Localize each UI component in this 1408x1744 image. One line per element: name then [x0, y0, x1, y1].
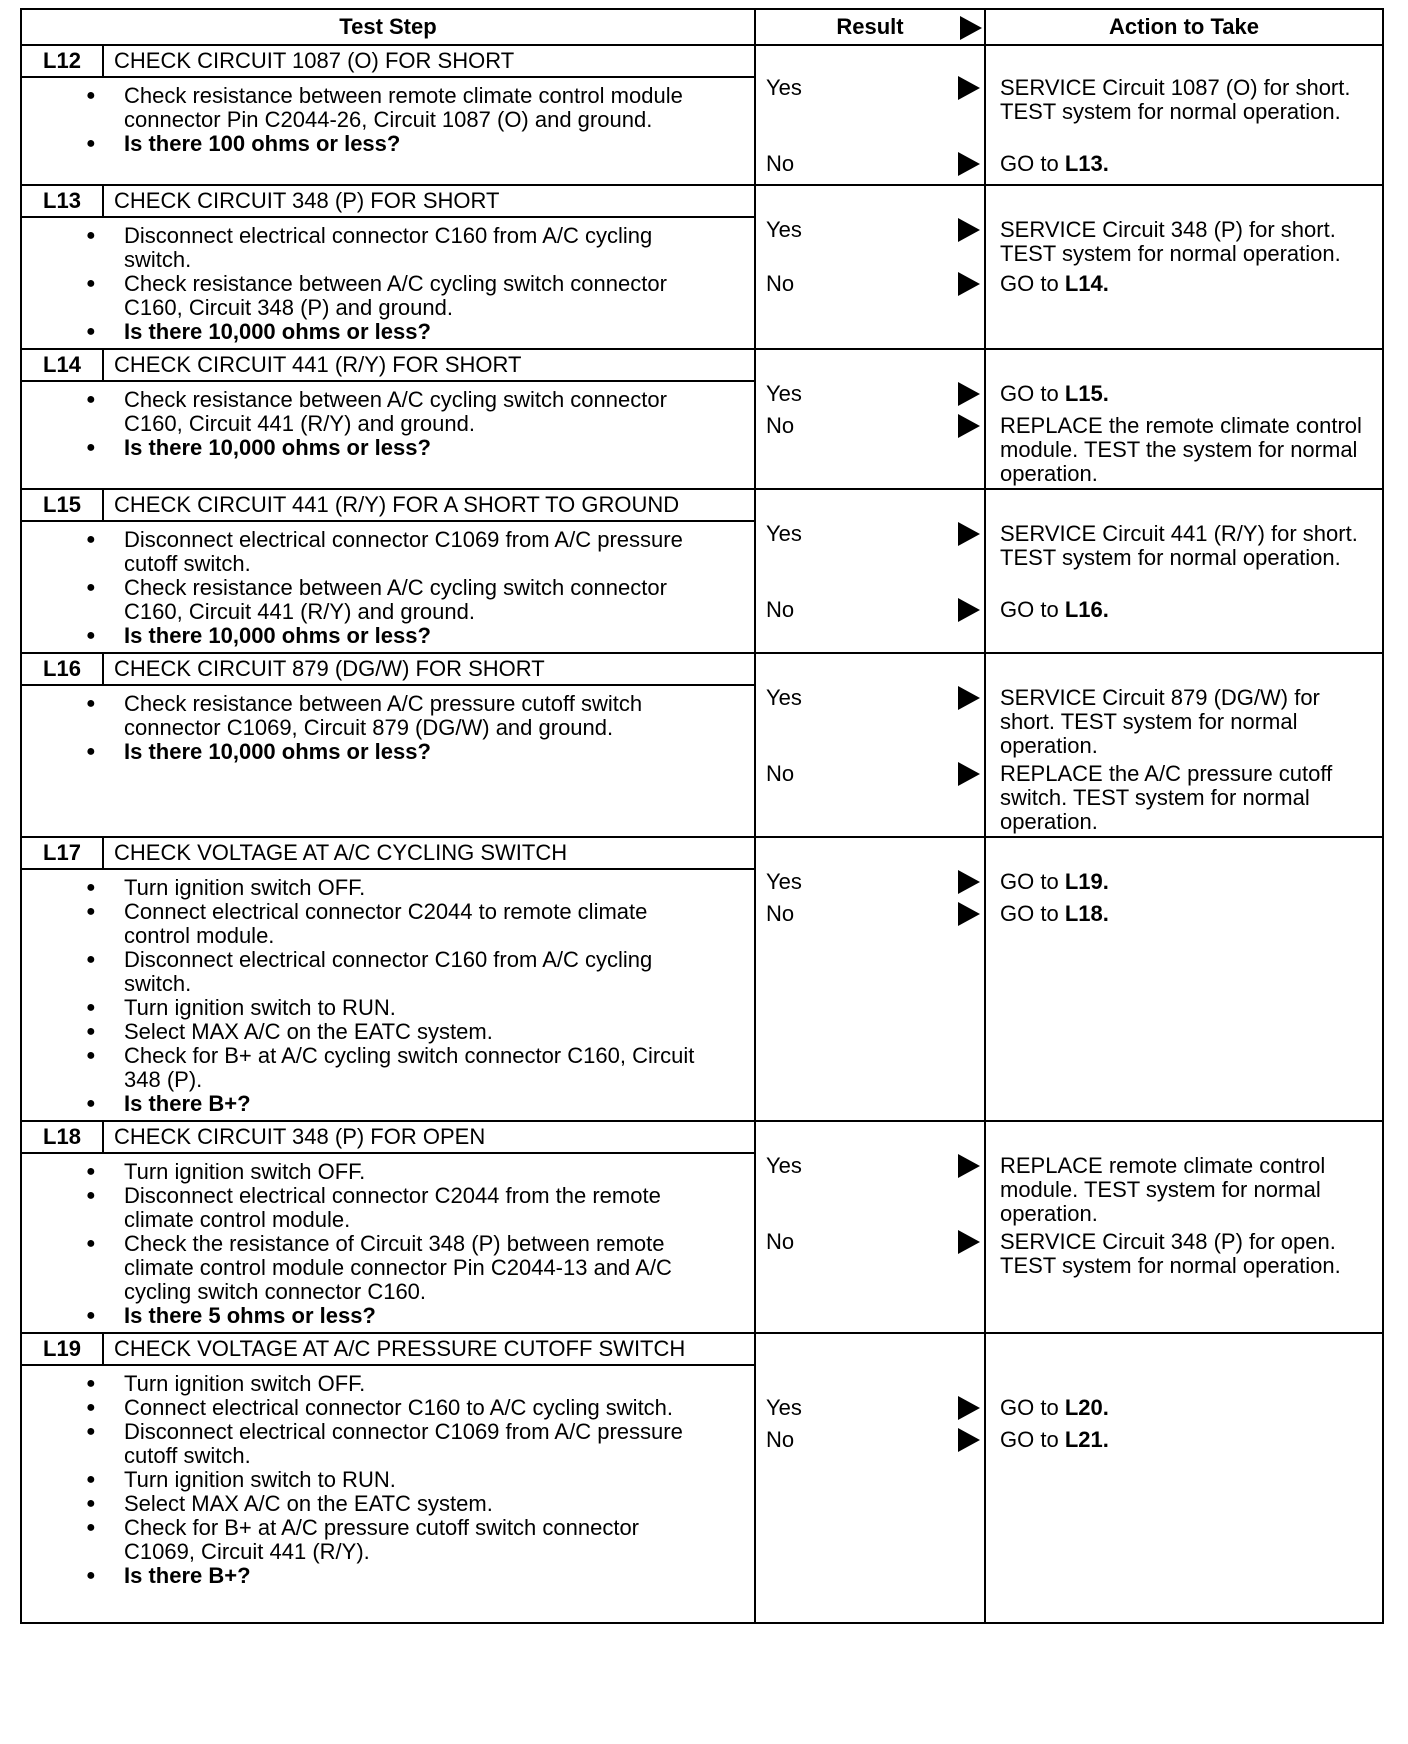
action-goto-ref: L15.: [1064, 381, 1109, 406]
step-title: CHECK CIRCUIT 1087 (O) FOR SHORT: [114, 48, 515, 73]
step-header: [22, 1334, 754, 1366]
step-header: [22, 350, 754, 382]
action-goto-ref: L21.: [1064, 1427, 1109, 1452]
arrow-right-icon: [958, 414, 980, 438]
instruction-item: ● Select MAX A/C on the EATC system.: [124, 1492, 714, 1516]
step-title: CHECK CIRCUIT 879 (DG/W) FOR SHORT: [114, 656, 545, 681]
instruction-item: ● Check resistance between A/C cycling switch connector C160, Circuit 348 (P) and ground.: [124, 272, 714, 320]
action-cell: [985, 349, 1383, 489]
result-no: [766, 598, 980, 622]
arrow-right-icon: [958, 76, 980, 100]
action-text: [1000, 598, 1376, 622]
action-cell: [985, 45, 1383, 185]
result-label: No: [766, 271, 795, 296]
result-yes: [766, 382, 980, 406]
instruction-item: ● Turn ignition switch OFF.: [124, 1160, 714, 1184]
action-text: SERVICE Circuit 1087 (O) for short. TEST system for normal operation.: [1000, 75, 1351, 124]
header-result: [755, 9, 985, 45]
result-no: [766, 1428, 980, 1452]
step-id: L17: [22, 838, 104, 868]
step-title: CHECK CIRCUIT 441 (R/Y) FOR A SHORT TO GROUND: [114, 492, 680, 517]
result-cell: [755, 1121, 985, 1333]
step-instructions: [22, 382, 754, 464]
result-label: No: [766, 151, 795, 176]
action-text: [1000, 902, 1376, 926]
result-yes: [766, 870, 980, 894]
result-label: Yes: [766, 521, 802, 546]
test-step-cell: [21, 45, 755, 185]
test-step-cell: [21, 837, 755, 1121]
step-title: CHECK VOLTAGE AT A/C PRESSURE CUTOFF SWITCH: [114, 1336, 686, 1361]
result-yes: [766, 1154, 980, 1178]
test-step-cell: [21, 185, 755, 349]
result-cell: [755, 489, 985, 653]
arrow-right-icon: [960, 16, 982, 40]
action-text: SERVICE Circuit 879 (DG/W) for short. TEST system for normal operation.: [1000, 685, 1320, 758]
test-step-cell: [21, 349, 755, 489]
step-instructions: [22, 1154, 754, 1332]
step-question: ● Is there B+?: [124, 1092, 714, 1116]
arrow-right-icon: [958, 382, 980, 406]
result-label: Yes: [766, 381, 802, 406]
arrow-right-icon: [958, 1396, 980, 1420]
action-text: [1000, 152, 1376, 176]
step-question: ● Is there 10,000 ohms or less?: [124, 320, 714, 344]
instruction-item: ● Select MAX A/C on the EATC system.: [124, 1020, 714, 1044]
arrow-right-icon: [958, 218, 980, 242]
arrow-right-icon: [958, 1428, 980, 1452]
instruction-item: ● Check resistance between A/C pressure cutoff switch connector C1069, Circuit 879 (DG/W) and ground.: [124, 692, 714, 740]
result-label: Yes: [766, 869, 802, 894]
action-text: REPLACE remote climate control module. TEST system for normal operation.: [1000, 1153, 1326, 1226]
step-row-l19: [21, 1333, 1383, 1623]
action-goto-ref: L18.: [1064, 901, 1109, 926]
step-title: CHECK CIRCUIT 348 (P) FOR SHORT: [114, 188, 500, 213]
step-id: L12: [22, 46, 104, 76]
action-cell: [985, 1333, 1383, 1623]
action-goto-label: GO to: [1000, 271, 1059, 296]
instruction-item: ● Disconnect electrical connector C2044 from the remote climate control module.: [124, 1184, 714, 1232]
action-text: [1000, 272, 1376, 296]
result-label: No: [766, 1427, 795, 1452]
result-label: Yes: [766, 217, 802, 242]
step-title: CHECK CIRCUIT 348 (P) FOR OPEN: [114, 1124, 486, 1149]
header-test-step: Test Step: [21, 9, 755, 45]
result-no: [766, 762, 980, 786]
step-question: ● Is there 10,000 ohms or less?: [124, 436, 714, 460]
result-no: [766, 152, 980, 176]
arrow-right-icon: [958, 522, 980, 546]
step-row-l17: [21, 837, 1383, 1121]
result-cell: [755, 837, 985, 1121]
result-label: Yes: [766, 685, 802, 710]
step-header: [22, 46, 754, 78]
test-step-cell: [21, 653, 755, 837]
step-question: ● Is there 100 ohms or less?: [124, 132, 714, 156]
action-cell: [985, 653, 1383, 837]
action-text: [1000, 1396, 1376, 1420]
step-header: [22, 1122, 754, 1154]
result-yes: [766, 218, 980, 242]
instruction-item: ● Disconnect electrical connector C1069 from A/C pressure cutoff switch.: [124, 1420, 714, 1468]
step-row-l14: [21, 349, 1383, 489]
step-id: L16: [22, 654, 104, 684]
step-row-l15: [21, 489, 1383, 653]
result-label: No: [766, 597, 795, 622]
action-text: SERVICE Circuit 348 (P) for open. TEST system for normal operation.: [1000, 1229, 1341, 1278]
step-title: CHECK CIRCUIT 441 (R/Y) FOR SHORT: [114, 352, 522, 377]
result-cell: [755, 1333, 985, 1623]
arrow-right-icon: [958, 762, 980, 786]
diagnostic-table: [20, 8, 1384, 1624]
arrow-right-icon: [958, 598, 980, 622]
arrow-right-icon: [958, 870, 980, 894]
instruction-item: ● Connect electrical connector C160 to A/C cycling switch.: [124, 1396, 714, 1420]
step-id: L19: [22, 1334, 104, 1364]
result-label: No: [766, 761, 795, 786]
action-text: [1000, 870, 1376, 894]
action-goto-ref: L13.: [1064, 151, 1109, 176]
action-text: [1000, 1428, 1376, 1452]
step-question: ● Is there 5 ohms or less?: [124, 1304, 714, 1328]
action-goto-ref: L14.: [1064, 271, 1109, 296]
result-yes: [766, 1396, 980, 1420]
arrow-right-icon: [958, 686, 980, 710]
instruction-item: ● Check for B+ at A/C pressure cutoff switch connector C1069, Circuit 441 (R/Y).: [124, 1516, 714, 1564]
step-row-l13: [21, 185, 1383, 349]
instruction-item: ● Disconnect electrical connector C160 from A/C cycling switch.: [124, 224, 714, 272]
result-label: Yes: [766, 1395, 802, 1420]
result-cell: [755, 45, 985, 185]
arrow-right-icon: [958, 1154, 980, 1178]
instruction-item: ● Disconnect electrical connector C1069 from A/C pressure cutoff switch.: [124, 528, 714, 576]
instruction-item: ● Turn ignition switch OFF.: [124, 876, 714, 900]
action-goto-label: GO to: [1000, 597, 1059, 622]
result-no: [766, 272, 980, 296]
instruction-item: ● Check resistance between A/C cycling switch connector C160, Circuit 441 (R/Y) and ground.: [124, 576, 714, 624]
step-instructions: [22, 1366, 754, 1592]
header-result-label: Result: [836, 14, 904, 39]
result-cell: [755, 185, 985, 349]
table-body: [21, 45, 1383, 1623]
step-instructions: [22, 522, 754, 652]
result-label: No: [766, 1229, 795, 1254]
action-text: SERVICE Circuit 348 (P) for short. TEST system for normal operation.: [1000, 217, 1341, 266]
action-goto-label: GO to: [1000, 901, 1059, 926]
instruction-item: ● Check resistance between remote climate control module connector Pin C2044-26, Circuit 1087 (O) and ground.: [124, 84, 714, 132]
step-instructions: [22, 218, 754, 348]
step-instructions: [22, 870, 754, 1120]
result-no: [766, 414, 980, 438]
step-row-l16: [21, 653, 1383, 837]
result-label: No: [766, 413, 795, 438]
action-text: [1000, 382, 1376, 406]
step-title: CHECK VOLTAGE AT A/C CYCLING SWITCH: [114, 840, 568, 865]
result-no: [766, 902, 980, 926]
instruction-item: ● Check the resistance of Circuit 348 (P) between remote climate control module connector Pin C2044-13 and A/C cycling switch connector C160.: [124, 1232, 714, 1304]
arrow-right-icon: [958, 272, 980, 296]
action-goto-ref: L19.: [1064, 869, 1109, 894]
test-step-cell: [21, 1333, 755, 1623]
result-label: No: [766, 901, 795, 926]
result-cell: [755, 653, 985, 837]
step-id: L14: [22, 350, 104, 380]
step-question: ● Is there B+?: [124, 1564, 714, 1588]
action-text: REPLACE the remote climate control module. TEST the system for normal operation.: [1000, 413, 1362, 486]
result-no: [766, 1230, 980, 1254]
header-action: Action to Take: [985, 9, 1383, 45]
arrow-right-icon: [958, 152, 980, 176]
arrow-right-icon: [958, 902, 980, 926]
action-text: SERVICE Circuit 441 (R/Y) for short. TEST system for normal operation.: [1000, 521, 1358, 570]
action-goto-label: GO to: [1000, 151, 1059, 176]
instruction-item: ● Disconnect electrical connector C160 from A/C cycling switch.: [124, 948, 714, 996]
arrow-right-icon: [958, 1230, 980, 1254]
step-header: [22, 654, 754, 686]
step-header: [22, 838, 754, 870]
result-label: Yes: [766, 75, 802, 100]
table-header-row: [21, 9, 1383, 45]
step-id: L15: [22, 490, 104, 520]
test-step-cell: [21, 489, 755, 653]
step-header: [22, 490, 754, 522]
test-step-cell: [21, 1121, 755, 1333]
step-question: ● Is there 10,000 ohms or less?: [124, 624, 714, 648]
instruction-item: ● Connect electrical connector C2044 to remote climate control module.: [124, 900, 714, 948]
result-yes: [766, 76, 980, 100]
instruction-item: ● Check resistance between A/C cycling switch connector C160, Circuit 441 (R/Y) and ground.: [124, 388, 714, 436]
instruction-item: ● Turn ignition switch to RUN.: [124, 996, 714, 1020]
step-id: L13: [22, 186, 104, 216]
action-goto-ref: L16.: [1064, 597, 1109, 622]
action-text: REPLACE the A/C pressure cutoff switch. TEST system for normal operation.: [1000, 761, 1333, 834]
action-goto-label: GO to: [1000, 1395, 1059, 1420]
action-cell: [985, 837, 1383, 1121]
action-goto-label: GO to: [1000, 1427, 1059, 1452]
step-instructions: [22, 686, 754, 768]
result-yes: [766, 522, 980, 546]
instruction-item: ● Turn ignition switch OFF.: [124, 1372, 714, 1396]
action-cell: [985, 489, 1383, 653]
action-cell: [985, 185, 1383, 349]
result-label: Yes: [766, 1153, 802, 1178]
step-question: ● Is there 10,000 ohms or less?: [124, 740, 714, 764]
action-goto-label: GO to: [1000, 381, 1059, 406]
instruction-item: ● Check for B+ at A/C cycling switch connector C160, Circuit 348 (P).: [124, 1044, 714, 1092]
step-instructions: [22, 78, 754, 160]
step-row-l18: [21, 1121, 1383, 1333]
result-cell: [755, 349, 985, 489]
result-yes: [766, 686, 980, 710]
action-cell: [985, 1121, 1383, 1333]
step-row-l12: [21, 45, 1383, 185]
step-id: L18: [22, 1122, 104, 1152]
step-header: [22, 186, 754, 218]
action-goto-ref: L20.: [1064, 1395, 1109, 1420]
action-goto-label: GO to: [1000, 869, 1059, 894]
instruction-item: ● Turn ignition switch to RUN.: [124, 1468, 714, 1492]
